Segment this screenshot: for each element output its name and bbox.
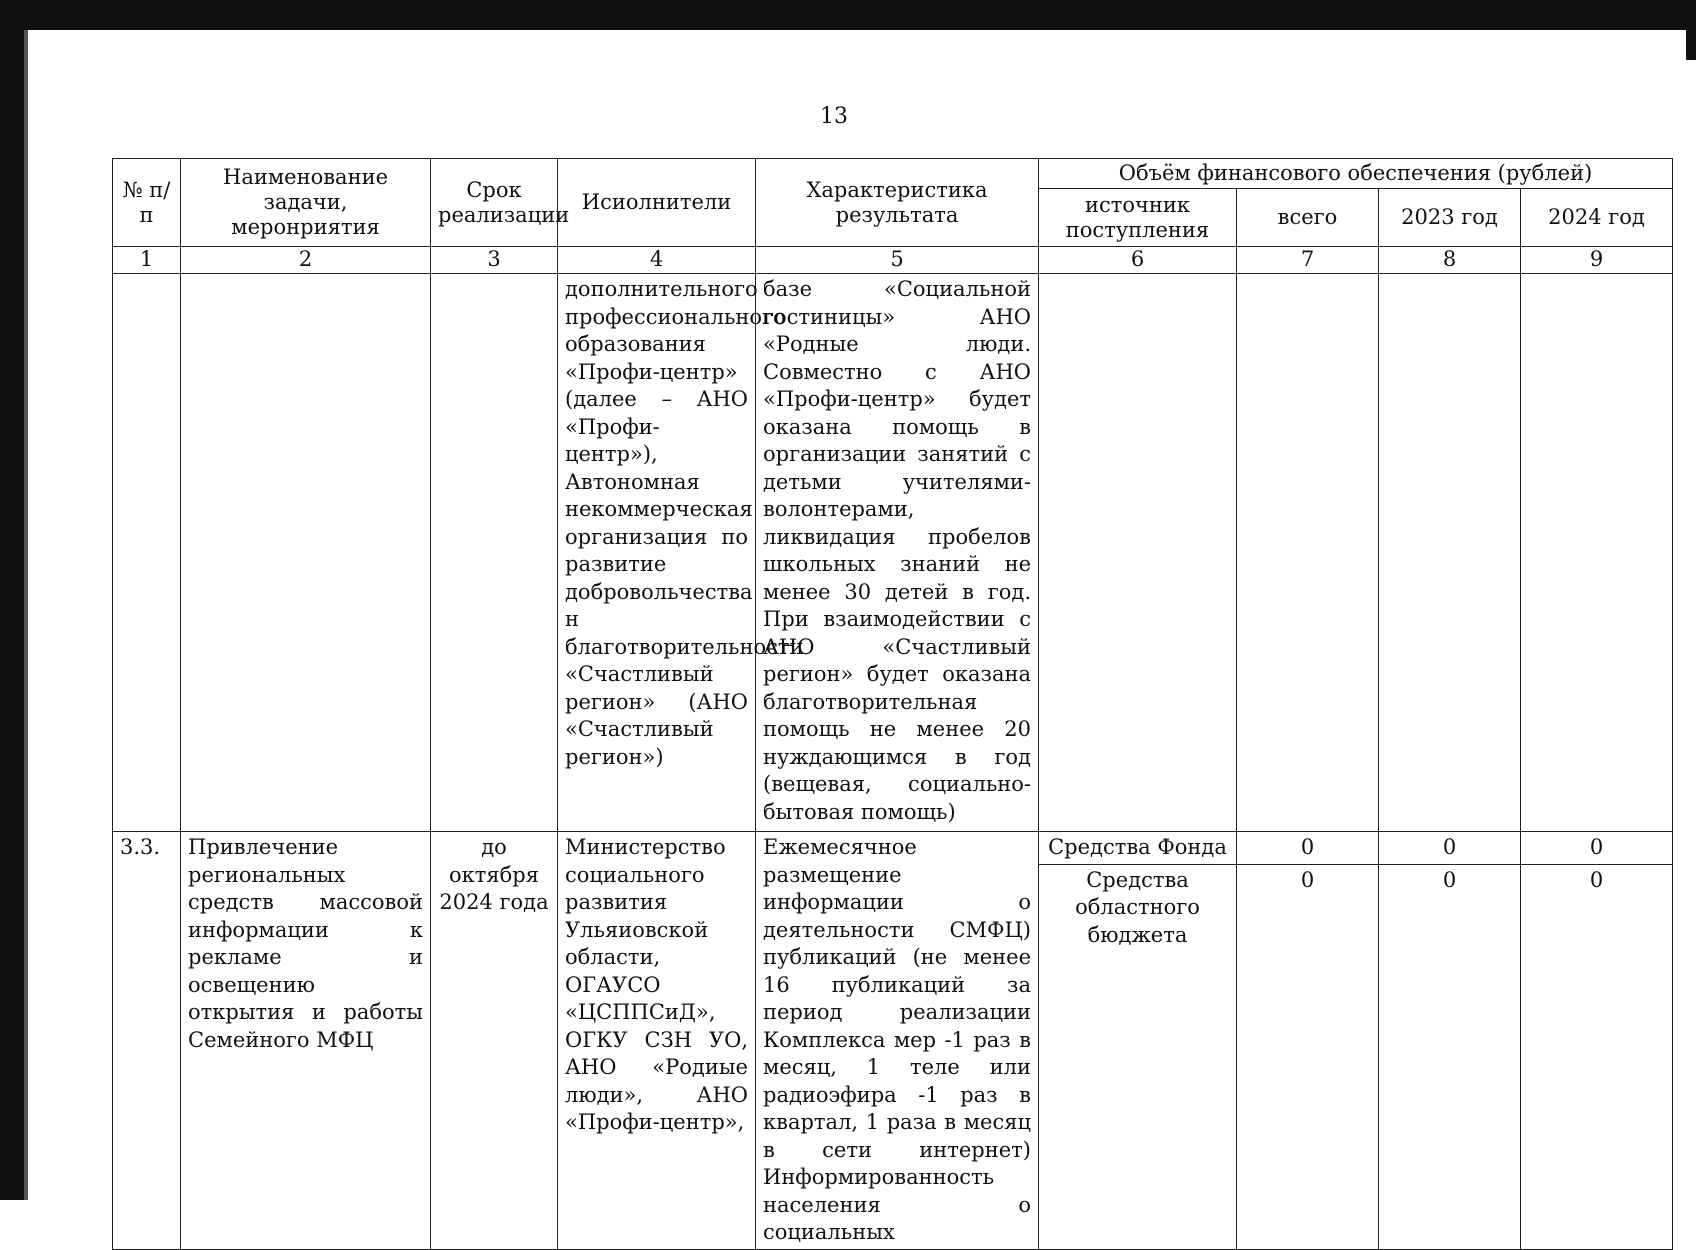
cell-2023: 0 — [1379, 864, 1521, 1249]
table-row-continued — [113, 274, 1673, 832]
cell-empty — [1237, 274, 1379, 832]
cell-empty — [1521, 274, 1673, 832]
header-term: Срок реализации — [431, 159, 558, 247]
cell-source: Средства Фонда — [1039, 832, 1237, 865]
header-source: источник поступления — [1039, 189, 1237, 247]
cell-term: до октября 2024 года — [431, 832, 558, 1250]
header-2024: 2024 год — [1521, 189, 1673, 247]
header-result: Характеристика результата — [756, 159, 1039, 247]
column-number: 4 — [558, 247, 756, 274]
scan-edge-inner-left — [24, 30, 28, 1200]
table-row-3-3 — [113, 832, 1673, 865]
header-total: всего — [1237, 189, 1379, 247]
column-number: 5 — [756, 247, 1039, 274]
header-task: Наименование задачи, меронриятия — [181, 159, 431, 247]
header-financing: Объём финансового обеспечения (рублей) — [1039, 159, 1673, 189]
scan-edge-left — [0, 0, 24, 1200]
scan-edge-right — [1686, 0, 1696, 60]
cell-empty — [1379, 274, 1521, 832]
header-2023: 2023 год — [1379, 189, 1521, 247]
cell-2024: 0 — [1521, 832, 1673, 865]
cell-empty — [431, 274, 558, 832]
cell-2023: 0 — [1379, 832, 1521, 865]
cell-2024: 0 — [1521, 864, 1673, 1249]
column-number: 6 — [1039, 247, 1237, 274]
scan-edge-top — [0, 0, 1696, 30]
header-executors: Исиолнители — [558, 159, 756, 247]
column-number: 2 — [181, 247, 431, 274]
column-number: 1 — [113, 247, 181, 274]
cell-executors: дополнительного профессионального образования «Профи-центр» (далее – АНО «Профи-центр»), Автономная некоммерческая организация по развитие добровольчества н благотворительности «Счастливый регион» (АНО «Счастливый регион») — [558, 274, 756, 832]
cell-result: Ежемесячное размещение информации о деятельности СМФЦ) публикаций (не менее 16 публикаций за период реализации Комплекса мер -1 раз в месяц, 1 теле или радиоэфира -1 раз в квартал, 1 раза в месяц в сети интернет) Информированность населения о социальных — [756, 832, 1039, 1250]
cell-total: 0 — [1237, 864, 1379, 1249]
header-number: № п/п — [113, 159, 181, 247]
page-number: 13 — [820, 104, 848, 129]
column-number: 9 — [1521, 247, 1673, 274]
cell-empty — [1039, 274, 1237, 832]
column-numbers-row — [113, 247, 1673, 274]
cell-total: 0 — [1237, 832, 1379, 865]
column-number: 8 — [1379, 247, 1521, 274]
cell-empty — [181, 274, 431, 832]
cell-number: 3.3. — [113, 832, 181, 1250]
measures-table — [112, 158, 1673, 1250]
cell-task: Привлечение региональных средств массовой информации к рекламе и освещению открытия и работы Семейного МФЦ — [181, 832, 431, 1250]
cell-result: базе «Социальной гостиницы» АНО «Родные люди. Совместно с АНО «Профи-центр» будет оказана помощь в организации занятий с детьми учителями-волонтерами, ликвидация пробелов школьных знаний не менее 30 детей в год. При взаимодействии с АНО «Счастливый регион» будет оказана благотворительная помощь не менее 20 нуждающимся в год (вещевая, социально-бытовая помощь) — [756, 274, 1039, 832]
column-number: 7 — [1237, 247, 1379, 274]
cell-executors: Министерство социального развития Ульяиовской области, ОГАУСО «ЦСППСиД», ОГКУ СЗН УО, АНО «Родиые люди», АНО «Профи-центр», — [558, 832, 756, 1250]
cell-source: Средства областного бюджета — [1039, 864, 1237, 1249]
cell-empty — [113, 274, 181, 832]
column-number: 3 — [431, 247, 558, 274]
